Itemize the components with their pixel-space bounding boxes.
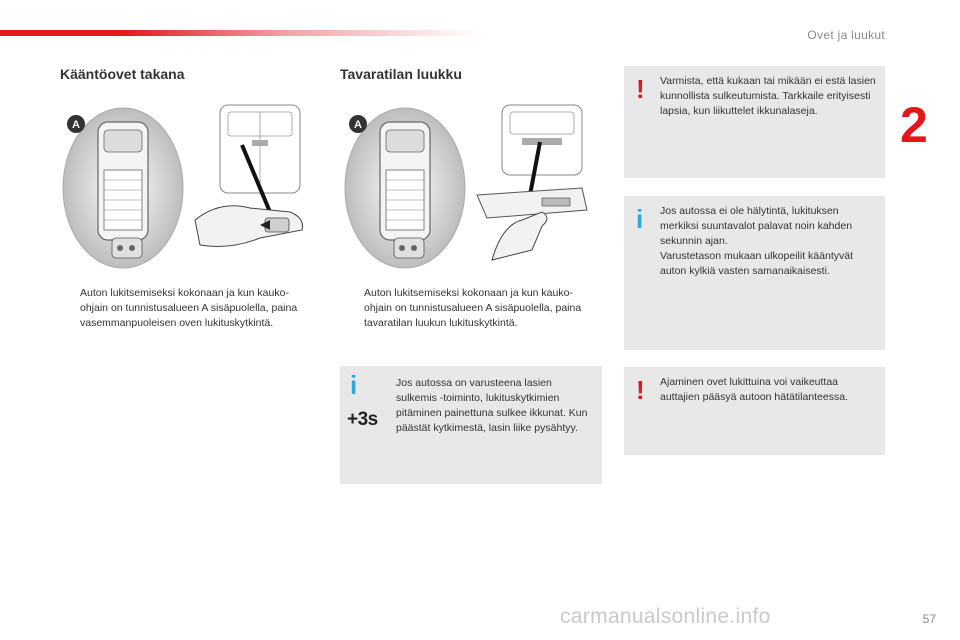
left-bullet-text: Auton lukitsemiseksi kokonaan ja kun kauko-ohjain on tunnistusalueen A sisäpuolella, paina vasemmanpuoleisen oven lukituskytkintä. — [80, 287, 298, 329]
page-number: 57 — [922, 612, 936, 626]
info-text — [660, 204, 879, 279]
warning-icon: ! — [636, 375, 645, 405]
middle-bullet-text: Auton lukitsemiseksi kokonaan ja kun kauko-ohjain on tunnistusalueen A sisäpuolella, paina tavaratilan luukun lukituskytkintä. — [364, 287, 582, 329]
info-icon: i — [636, 204, 644, 234]
rear-doors-illustration — [60, 100, 310, 270]
zone-badge-a: A — [72, 119, 80, 131]
window-safety-warning-note — [624, 66, 885, 178]
tailgate-illustration — [342, 100, 592, 270]
info-paragraph-1: Jos autossa ei ole hälytintä, lukituksen merkiksi suuntavalot palavat noin kahden sekunnin ajan. — [660, 205, 853, 247]
middle-bullet-paragraph — [364, 286, 584, 331]
locked-driving-warning-note — [624, 367, 885, 455]
info-icon: i — [350, 370, 358, 400]
watermark: carmanualsonline.info — [560, 605, 771, 628]
info-paragraph-2: Varustetason mukaan ulkopeilit kääntyvät auton kylkiä vasten samanaikaisesti. — [660, 250, 853, 277]
middle-heading: Tavaratilan luukku — [340, 66, 462, 82]
zone-badge-a: A — [354, 119, 362, 131]
chapter-number: 2 — [900, 97, 928, 153]
chapter-title: Ovet ja luukut — [807, 28, 885, 42]
alarm-info-note — [624, 196, 885, 350]
warning1-text: Varmista, että kukaan tai mikään ei estä lasien kunnollista sulkeutumista. Tarkkaile erityisesti lapsia, kun liikuttelet ikkunalaseja. — [660, 75, 876, 117]
warning2-text: Ajaminen ovet lukittuina voi vaikeuttaa auttajien pääsyä autoon hätätilanteessa. — [660, 376, 848, 403]
warning-icon: ! — [636, 74, 645, 104]
plus-3s-badge: +3s — [347, 409, 378, 430]
left-heading: Kääntöovet takana — [60, 66, 185, 82]
left-bullet-paragraph — [80, 286, 310, 331]
chapter-color-bar — [0, 30, 480, 36]
info-note-text: Jos autossa on varusteena lasien sulkemis -toiminto, lukituskytkimien pitäminen painettuna sulkee ikkunat. Kun päästät kytkimestä, lasin liike pysähtyy. — [396, 377, 588, 434]
